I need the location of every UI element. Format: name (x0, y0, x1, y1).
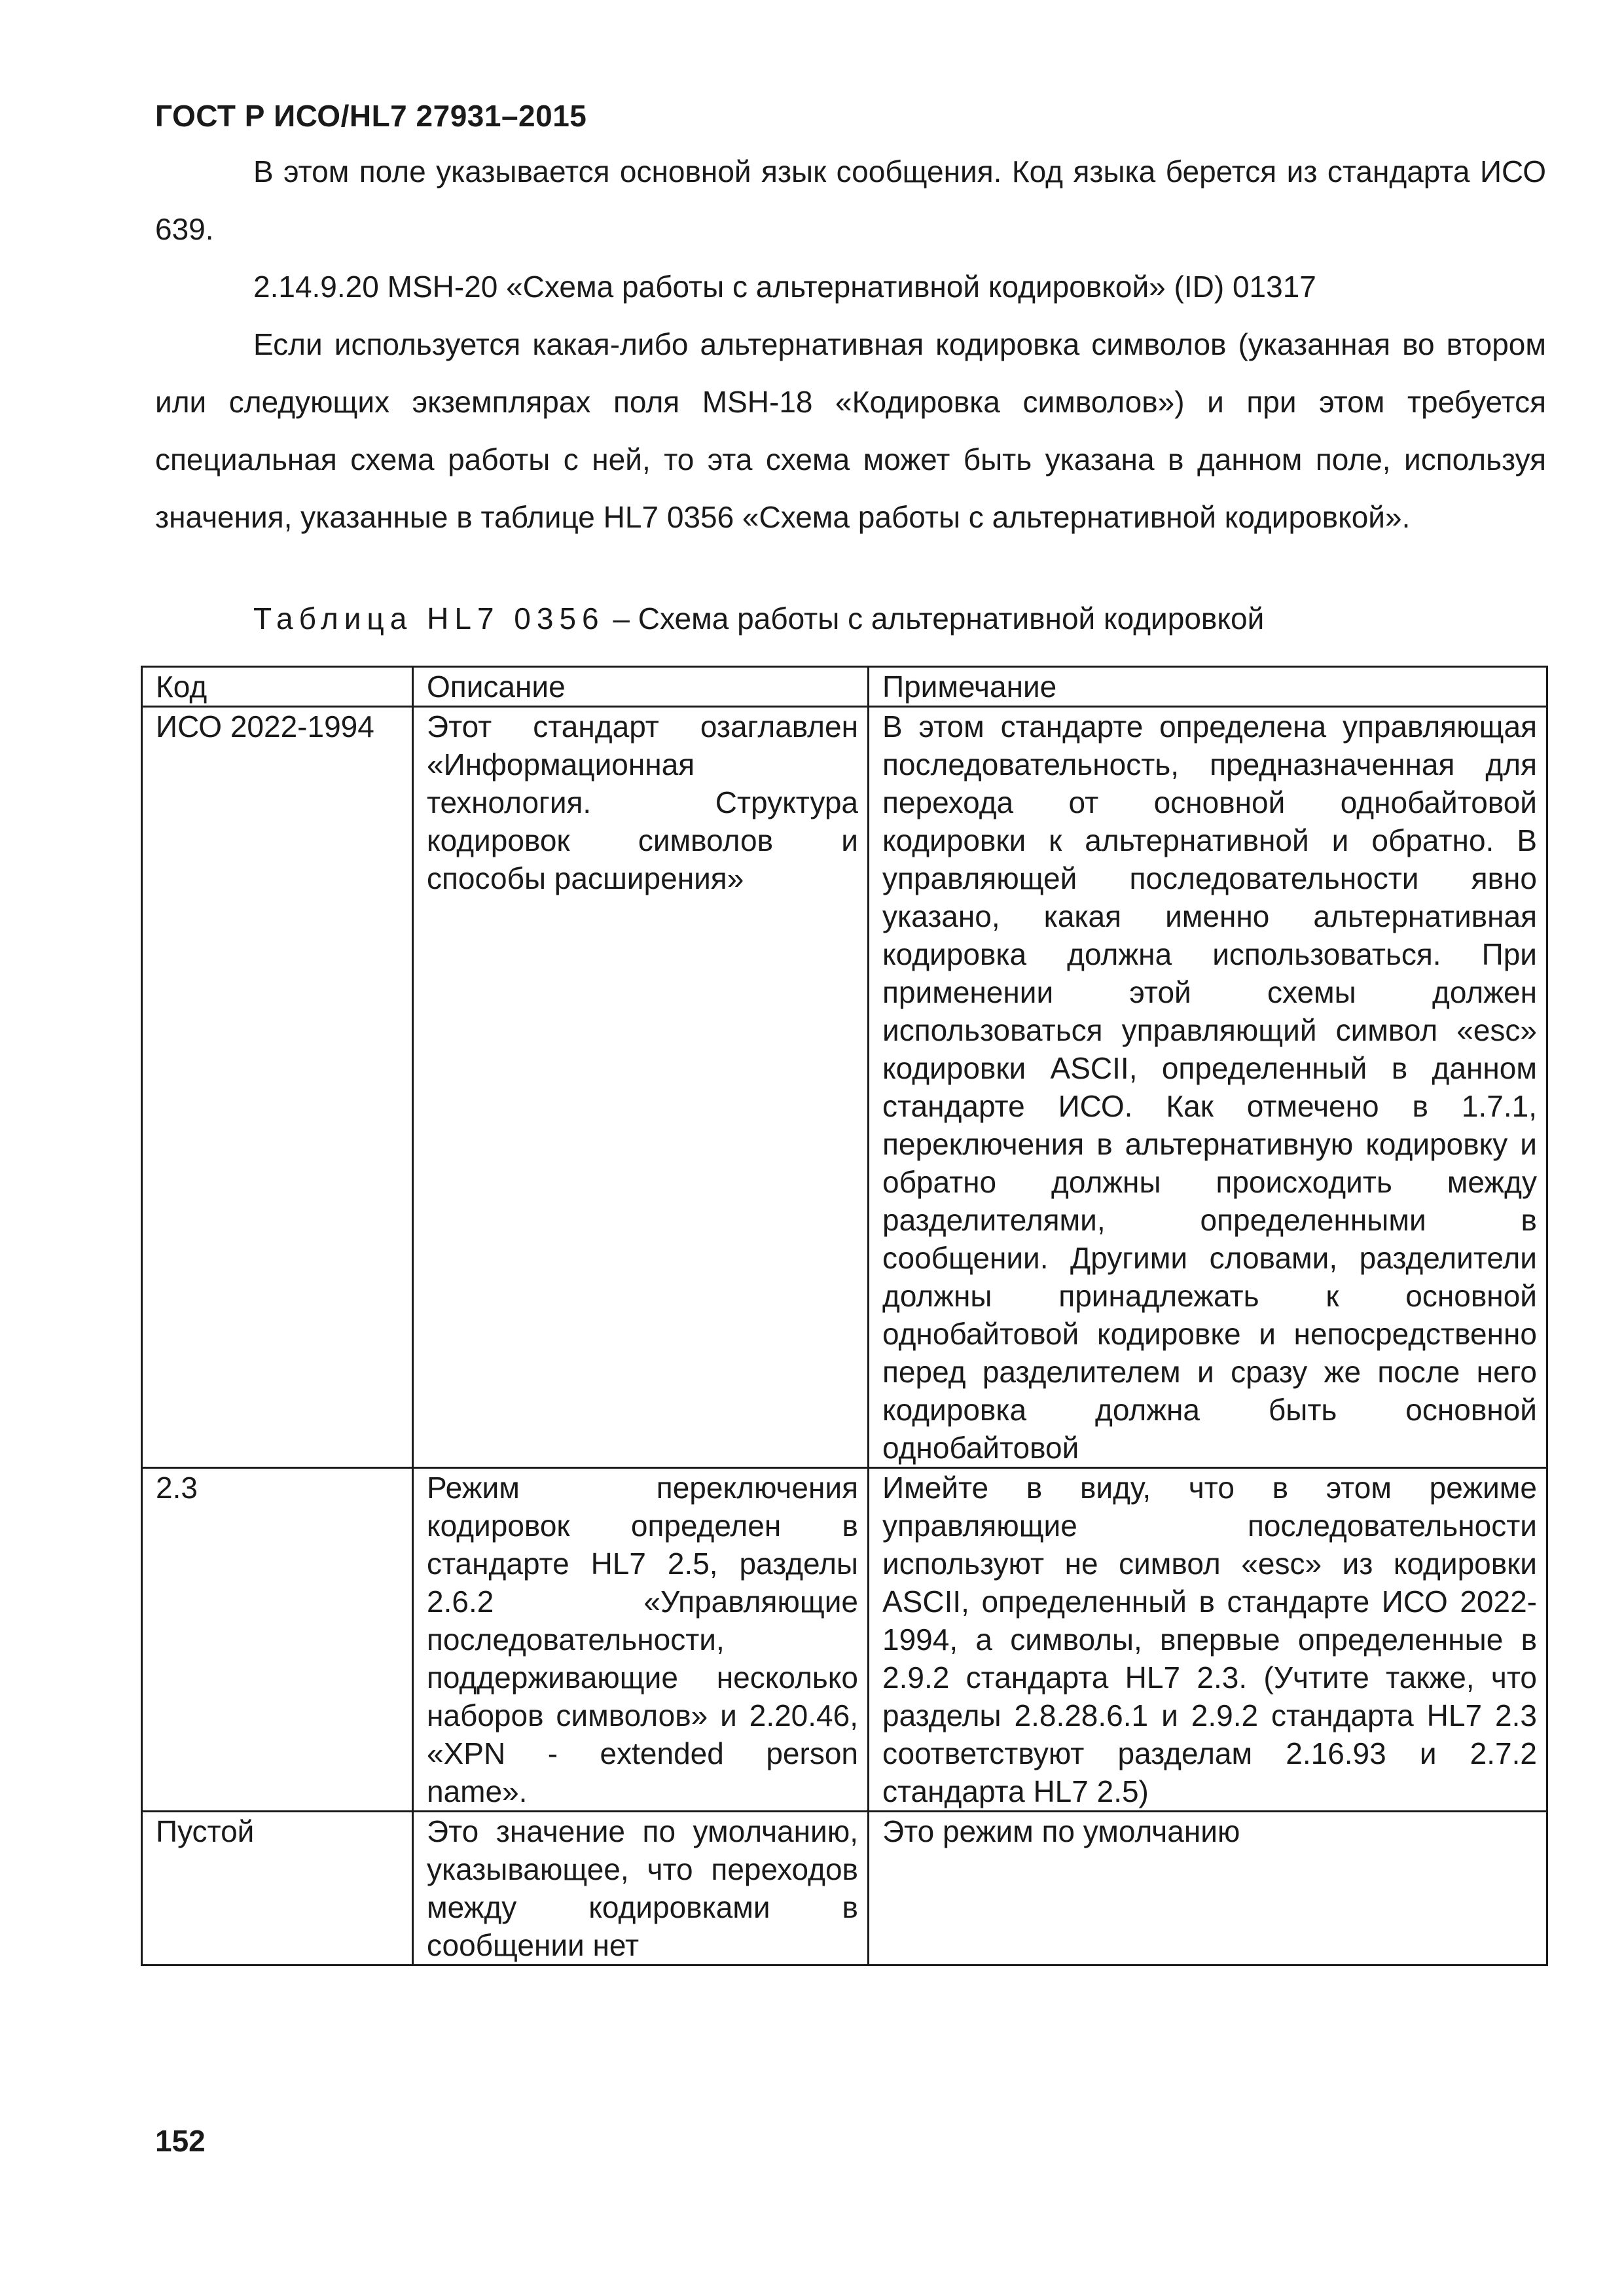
cell-note: В этом стандарте определена управляющая последовательность, предназначенная для перехода от основной однобайтовой кодировки к альтернативной и обратно. В управляющей последовательности явно указано, какая именно альтернативная кодировка должна использоваться. При применении этой схемы должен использоваться управляющий символ «esc» кодировки ASCII, определенный в данном стандарте ИСО. Как отмечено в 1.7.1, переключения в альтернативную кодировку и обратно должны происходить между разделителями, определенными в сообщении. Другими словами, разделители должны принадлежать к основной однобайтовой кодировке и непосредственно перед разделителем и сразу же после него кодировка должна быть основной однобайтовой (869, 707, 1547, 1468)
paragraph-alternate-encoding: Если используется какая-либо альтернативная кодировка символов (указанная во втором или следующих экземплярах поля MSH-18 «Кодировка символов») и при этом требуется специальная схема работы с ней, то эта схема может быть указана в данном поле, используя значения, указанные в таблице HL7 0356 «Схема работы с альтернативной кодировкой». (155, 327, 1546, 534)
section-heading-msh-20: 2.14.9.20 MSH-20 «Схема работы с альтернативной кодировкой» (ID) 01317 (253, 270, 1316, 304)
column-header-code: Код (142, 667, 413, 707)
table-caption (253, 601, 1264, 636)
table-row (142, 1812, 1547, 1965)
cell-note: Имейте в виду, что в этом режиме управляющие последовательности используют не символ «esc» из кодировки ASCII, определенный в стандарте ИСО 2022-1994, а символы, впервые определенные в 2.9.2 стандарта HL7 2.3. (Учтите также, что разделы 2.8.28.6.1 и 2.9.2 стандарта HL7 2.3 соответствуют разделам 2.16.93 и 2.7.2 стандарта HL7 2.5) (869, 1468, 1547, 1812)
column-header-note: Примечание (869, 667, 1547, 707)
page-number: 152 (155, 2124, 206, 2158)
cell-code: ИСО 2022-1994 (142, 707, 413, 1468)
paragraph-language: В этом поле указывается основной язык сообщения. Код языка берется из стандарта ИСО 639. (155, 154, 1546, 246)
table-header-row (142, 667, 1547, 707)
cell-code: Пустой (142, 1812, 413, 1965)
table-caption-dash: – (613, 601, 630, 636)
column-header-description: Описание (413, 667, 869, 707)
table-row (142, 1468, 1547, 1812)
standard-header: ГОСТ Р ИСО/HL7 27931–2015 (155, 99, 587, 133)
table-caption-title: Схема работы с альтернативной кодировкой (638, 601, 1265, 636)
body-text (155, 143, 1546, 546)
cell-description: Режим переключения кодировок определен в стандарте HL7 2.5, разделы 2.6.2 «Управляющие последовательности, поддерживающие несколько наборов символов» и 2.20.46, «XPN - extended person name». (413, 1468, 869, 1812)
cell-note: Это режим по умолчанию (869, 1812, 1547, 1965)
cell-description: Это значение по умолчанию, указывающее, что переходов между кодировками в сообщении нет (413, 1812, 869, 1965)
table-caption-label: Таблица HL7 0356 (253, 601, 605, 636)
cell-code: 2.3 (142, 1468, 413, 1812)
cell-description: Этот стандарт озаглавлен «Информационная технология. Структура кодировок символов и способы расширения» (413, 707, 869, 1468)
encoding-scheme-table (141, 666, 1548, 1966)
table-row (142, 707, 1547, 1468)
